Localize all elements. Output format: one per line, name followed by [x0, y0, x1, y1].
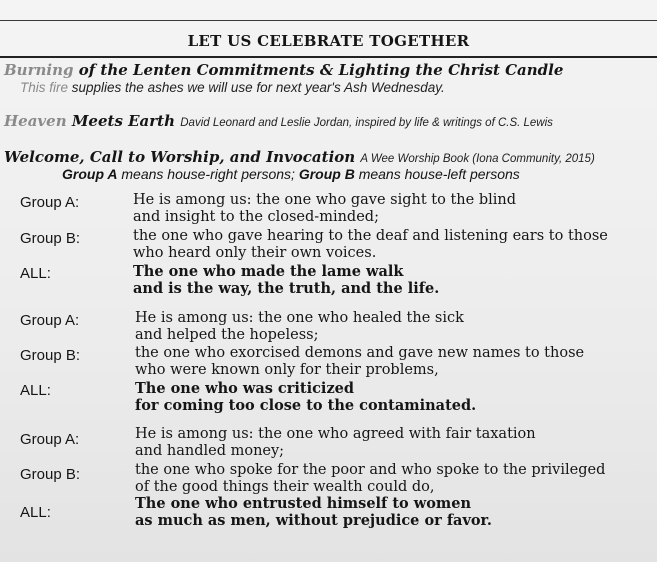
top-rule: [0, 20, 657, 21]
stanza-1-group-a-label: Group A:: [20, 194, 80, 211]
stanza-3-group-a-line-2: and handled money;: [135, 443, 285, 459]
groups-legend: [62, 166, 520, 182]
stanza-2-group-b-line-2: who were known only for their problems,: [135, 362, 439, 378]
stanza-1-group-a-line-2: and insight to the closed-minded;: [133, 209, 379, 225]
stanza-1-group-a-line-1: He is among us: the one who gave sight to the blind: [133, 192, 516, 208]
title-rule: [0, 56, 657, 58]
page-title: LET US CELEBRATE TOGETHER: [187, 32, 470, 50]
stanza-1-group-b-line-1: the one who gave hearing to the deaf and listening ears to those: [133, 228, 608, 244]
stanza-3-group-a-label: Group A:: [20, 431, 80, 448]
welcome-credit: A Wee Worship Book (Iona Community, 2015): [360, 153, 595, 165]
stanza-2-group-a-label: Group A:: [20, 312, 80, 329]
burning-subtitle-faded: This fire: [20, 80, 69, 95]
stanza-1-all-label: ALL:: [20, 265, 51, 282]
stanza-2-group-a-line-1: He is among us: the one who healed the sick: [135, 310, 464, 326]
stanza-2-all-line-1: The one who was criticized: [135, 380, 355, 397]
groups-b-label: Group B: [298, 166, 355, 182]
stanza-2-all-label: ALL:: [20, 382, 51, 399]
stanza-2-all-line-2: for coming too close to the contaminated.: [135, 397, 477, 414]
stanza-3-all-line-1: The one who entrusted himself to women: [135, 495, 472, 512]
stanza-3-group-b-line-2: of the good things their wealth could do,: [135, 479, 435, 495]
welcome-heading: [4, 148, 595, 166]
welcome-heading-start: Welcome: [4, 148, 80, 166]
heaven-credit: David Leonard and Leslie Jordan, inspired by life & writings of C.S. Lewis: [180, 117, 553, 129]
stanza-1-group-b-line-2: who heard only their own voices.: [133, 245, 377, 261]
heaven-heading-rest: Meets Earth: [66, 112, 176, 130]
stanza-3-group-b-line-1: the one who spoke for the poor and who spoke to the privileged: [135, 462, 606, 478]
groups-a-label: Group A: [62, 166, 118, 182]
stanza-2-group-b-line-1: the one who exorcised demons and gave new names to those: [135, 345, 585, 361]
stanza-3-group-a-line-1: He is among us: the one who agreed with fair taxation: [135, 426, 536, 442]
stanza-1-all-line-1: The one who made the lame walk: [133, 263, 404, 280]
groups-a-text: means house-right persons;: [117, 166, 299, 182]
burning-subtitle: [20, 80, 445, 95]
stanza-3-group-b-label: Group B:: [20, 466, 81, 483]
stanza-2-group-a-line-2: and helped the hopeless;: [135, 327, 319, 343]
stanza-1-group-b-label: Group B:: [20, 230, 81, 247]
burning-heading-rest: of the Lenten Commitments & Lighting the Christ Candle: [73, 61, 564, 79]
groups-b-text: means house-left persons: [354, 166, 520, 182]
burning-heading-faded: Burning: [4, 61, 74, 79]
stanza-3-all-line-2: as much as men, without prejudice or favor.: [135, 512, 492, 529]
heaven-heading: [4, 112, 553, 130]
stanza-1-all-line-2: and is the way, the truth, and the life.: [133, 280, 440, 297]
stanza-3-all-label: ALL:: [20, 504, 51, 521]
burning-heading: [4, 61, 563, 79]
heaven-heading-faded: Heaven: [4, 112, 67, 130]
welcome-heading-rest: , Call to Worship, and Invocation: [79, 148, 356, 166]
stanza-2-group-b-label: Group B:: [20, 347, 81, 364]
burning-subtitle-rest: supplies the ashes we will use for next year's Ash Wednesday.: [68, 80, 445, 95]
